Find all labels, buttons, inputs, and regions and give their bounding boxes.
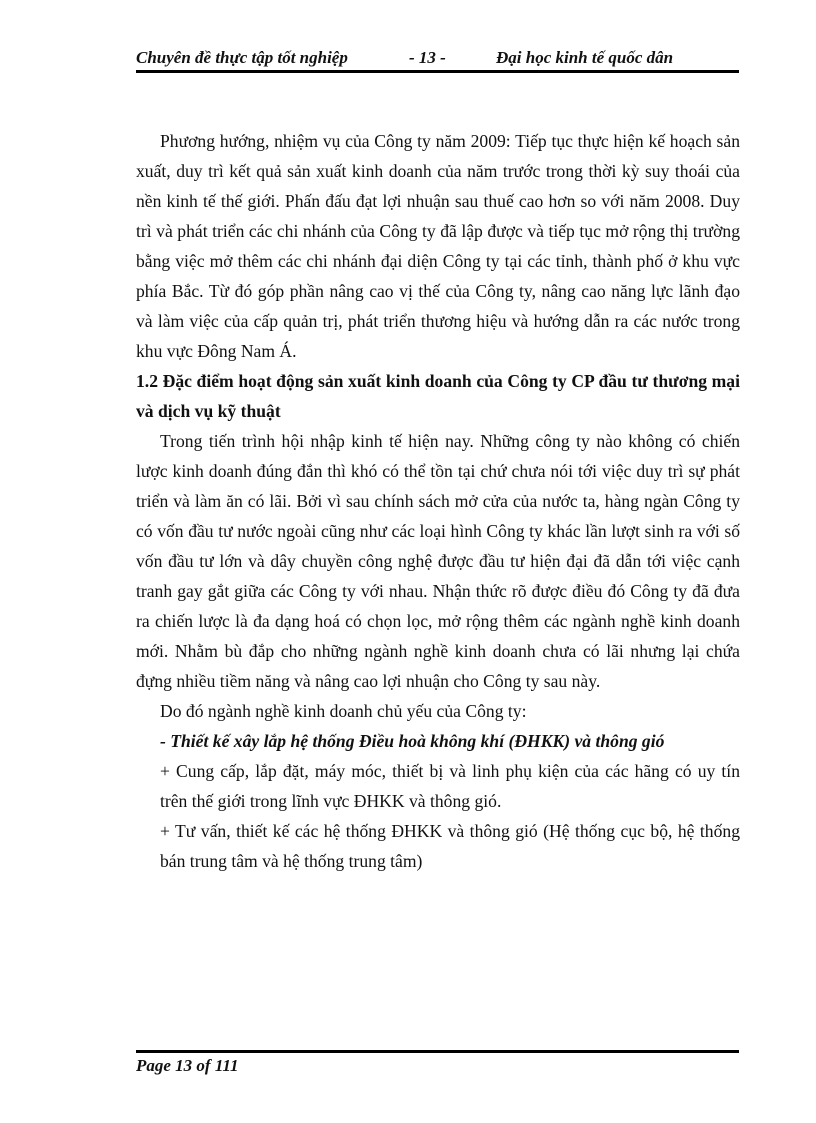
paragraph-business-lines-intro: Do đó ngành nghề kinh doanh chủ yếu của Công ty: [160,701,527,721]
header-rule [136,70,739,73]
sub-item-supply-install: + Cung cấp, lắp đặt, máy móc, thiết bị và linh phụ kiện của các hãng có uy tín trên thế giới trong lĩnh vực ĐHKK và thông gió. [160,761,740,811]
header-page-number: - 13 - [409,48,446,67]
header-left-title: Chuyên đề thực tập tốt nghiệp [136,48,348,67]
section-heading-1-2: 1.2 Đặc điểm hoạt động sản xuất kinh doanh của Công ty CP đầu tư thương mại và dịch vụ kỹ thuật [136,371,740,421]
paragraph-direction-2009: Phương hướng, nhiệm vụ của Công ty năm 2009: Tiếp tục thực hiện kế hoạch sản xuất, duy trì kết quả sản xuất kinh doanh của năm trước trong thời kỳ suy thoái của nền kinh tế thế giới. Phấn đấu đạt lợi nhuận sau thuế cao hơn so với năm 2008. Duy trì và phát triển các chi nhánh của Công ty đã lập được và tiếp tục mở rộng thị trường bằng việc mở thêm các chi nhánh đại diện Công ty tại các tỉnh, thành phố ở khu vực phía Bắc. Từ đó góp phần nâng cao vị thế của Công ty, nâng cao năng lực lãnh đạo và làm việc của cấp quản trị, phát triển thương hiệu và hướng dẫn ra các nước trong khu vực Đông Nam Á. [136,131,740,361]
sub-item-consulting-design: + Tư vấn, thiết kế các hệ thống ĐHKK và thông gió (Hệ thống cục bộ, hệ thống bán trung tâm và hệ thống trung tâm) [160,821,740,871]
list-item-hvac-design: - Thiết kế xây lắp hệ thống Điều hoà không khí (ĐHKK) và thông gió [160,731,665,751]
page-body [136,126,740,876]
page-header [136,48,739,70]
page-footer: Page 13 of 111 [136,1056,239,1075]
footer-rule [136,1050,739,1053]
paragraph-integration: Trong tiến trình hội nhập kinh tế hiện nay. Những công ty nào không có chiến lược kinh doanh đúng đắn thì khó có thể tồn tại chứ chưa nói tới việc duy trì sự phát triển và làm ăn có lãi. Bởi vì sau chính sách mở cửa của nước ta, hàng ngàn Công ty có vốn đầu tư nước ngoài cũng như các loại hình Công ty khác lần lượt sinh ra với số vốn đầu tư lớn và dây chuyền công nghệ được đầu tư hiện đại đã dẫn tới việc cạnh tranh gay gắt giữa các Công ty với nhau. Nhận thức rõ được điều đó Công ty đã đưa ra chiến lược là đa dạng hoá có chọn lọc, mở rộng thêm các ngành nghề kinh doanh mới. Nhằm bù đắp cho những ngành nghề kinh doanh chưa có lãi nhưng lại chứa đựng nhiều tiềm năng và nâng cao lợi nhuận cho Công ty sau này. [136,431,740,691]
header-university: Đại học kinh tế quốc dân [496,48,674,67]
